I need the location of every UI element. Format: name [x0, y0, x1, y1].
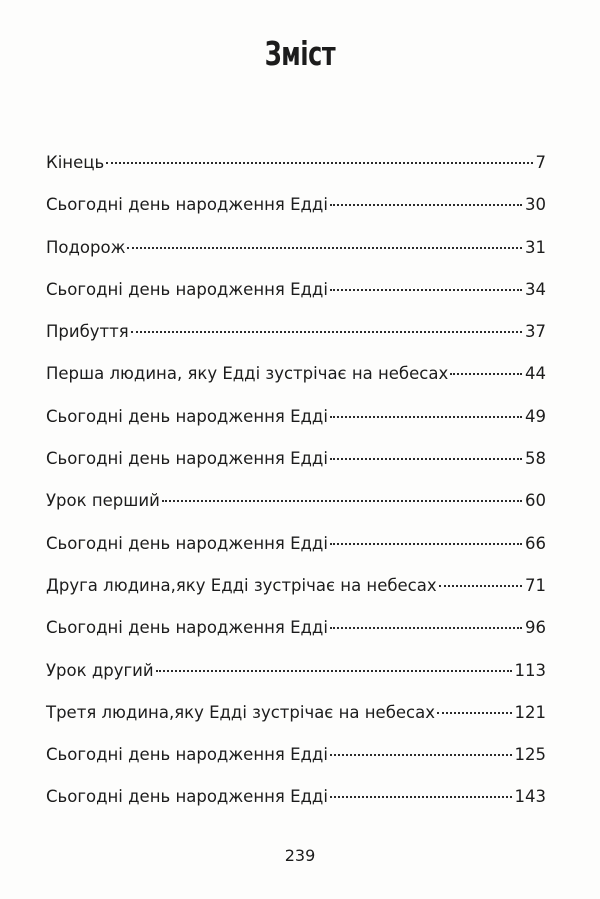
- toc-entry-title: Сьогодні день народження Едді: [46, 533, 328, 553]
- toc-entry: [46, 565, 546, 607]
- toc-entry-title: Сьогодні день народження Едді: [46, 195, 328, 215]
- toc-entry-title: Сьогодні день народження Едді: [46, 449, 328, 469]
- toc-entry: [46, 692, 546, 734]
- toc-entry-page: 125: [514, 745, 546, 765]
- dot-leader: [156, 669, 512, 672]
- toc-entry: [46, 650, 546, 692]
- dot-leader: [330, 626, 522, 629]
- toc-entry-page: 96: [525, 618, 546, 638]
- toc-entry-page: 143: [514, 787, 546, 807]
- toc-entry-page: 58: [525, 449, 546, 469]
- toc-entry: [46, 353, 546, 395]
- toc-entry-page: 71: [525, 575, 546, 595]
- toc-entry-title: Перша людина, яку Едді зустрічає на небесах: [46, 364, 449, 384]
- toc-entry-page: 49: [525, 406, 546, 426]
- toc-entry-page: 37: [525, 322, 546, 342]
- toc-entry: [46, 311, 546, 353]
- toc-entry: [46, 734, 546, 776]
- toc-entry-title: Кінець: [46, 153, 105, 172]
- toc-entry-page: 30: [525, 195, 546, 215]
- toc-entry-page: 7: [535, 153, 546, 172]
- toc-entry-page: 60: [525, 491, 546, 511]
- toc-entry: [46, 142, 546, 184]
- table-of-contents: [46, 142, 546, 819]
- dot-leader: [330, 415, 522, 418]
- dot-leader: [106, 161, 532, 164]
- page-title: Зміст: [264, 34, 336, 73]
- toc-entry: [46, 607, 546, 649]
- toc-entry-title: Сьогодні день народження Едді: [46, 406, 328, 426]
- dot-leader: [330, 753, 512, 756]
- toc-entry-page: 34: [525, 279, 546, 299]
- dot-leader: [437, 711, 512, 714]
- dot-leader: [330, 795, 512, 798]
- toc-entry-page: 121: [514, 702, 546, 722]
- dot-leader: [330, 288, 522, 291]
- toc-entry-page: 44: [525, 364, 546, 384]
- toc-entry: [46, 776, 546, 818]
- dot-leader: [330, 203, 522, 206]
- toc-entry: [46, 227, 546, 269]
- toc-entry: [46, 480, 546, 522]
- toc-entry-title: Третя людина,яку Едді зустрічає на небесах: [46, 702, 435, 722]
- toc-entry-title: Прибуття: [46, 322, 129, 342]
- toc-entry: [46, 184, 546, 226]
- toc-entry: [46, 269, 546, 311]
- dot-leader: [162, 499, 522, 502]
- toc-entry: [46, 396, 546, 438]
- toc-entry-title: Сьогодні день народження Едді: [46, 618, 328, 638]
- toc-entry: [46, 523, 546, 565]
- dot-leader: [330, 542, 522, 545]
- dot-leader: [450, 372, 522, 375]
- toc-entry-title: Сьогодні день народження Едді: [46, 787, 328, 807]
- toc-entry-title: Урок перший: [46, 491, 160, 511]
- toc-entry-page: 113: [514, 660, 546, 680]
- page-number: 239: [284, 846, 316, 865]
- dot-leader: [131, 330, 522, 333]
- toc-entry-page: 66: [525, 533, 546, 553]
- dot-leader: [330, 457, 522, 460]
- toc-entry: [46, 438, 546, 480]
- toc-entry-title: Сьогодні день народження Едді: [46, 279, 328, 299]
- toc-entry-title: Сьогодні день народження Едді: [46, 745, 328, 765]
- toc-entry-title: Друга людина,яку Едді зустрічає на небесах: [46, 575, 437, 595]
- toc-entry-title: Урок другий: [46, 660, 154, 680]
- toc-entry-title: Подорож: [46, 237, 126, 257]
- dot-leader: [439, 584, 522, 587]
- dot-leader: [127, 246, 522, 249]
- toc-entry-page: 31: [525, 237, 546, 257]
